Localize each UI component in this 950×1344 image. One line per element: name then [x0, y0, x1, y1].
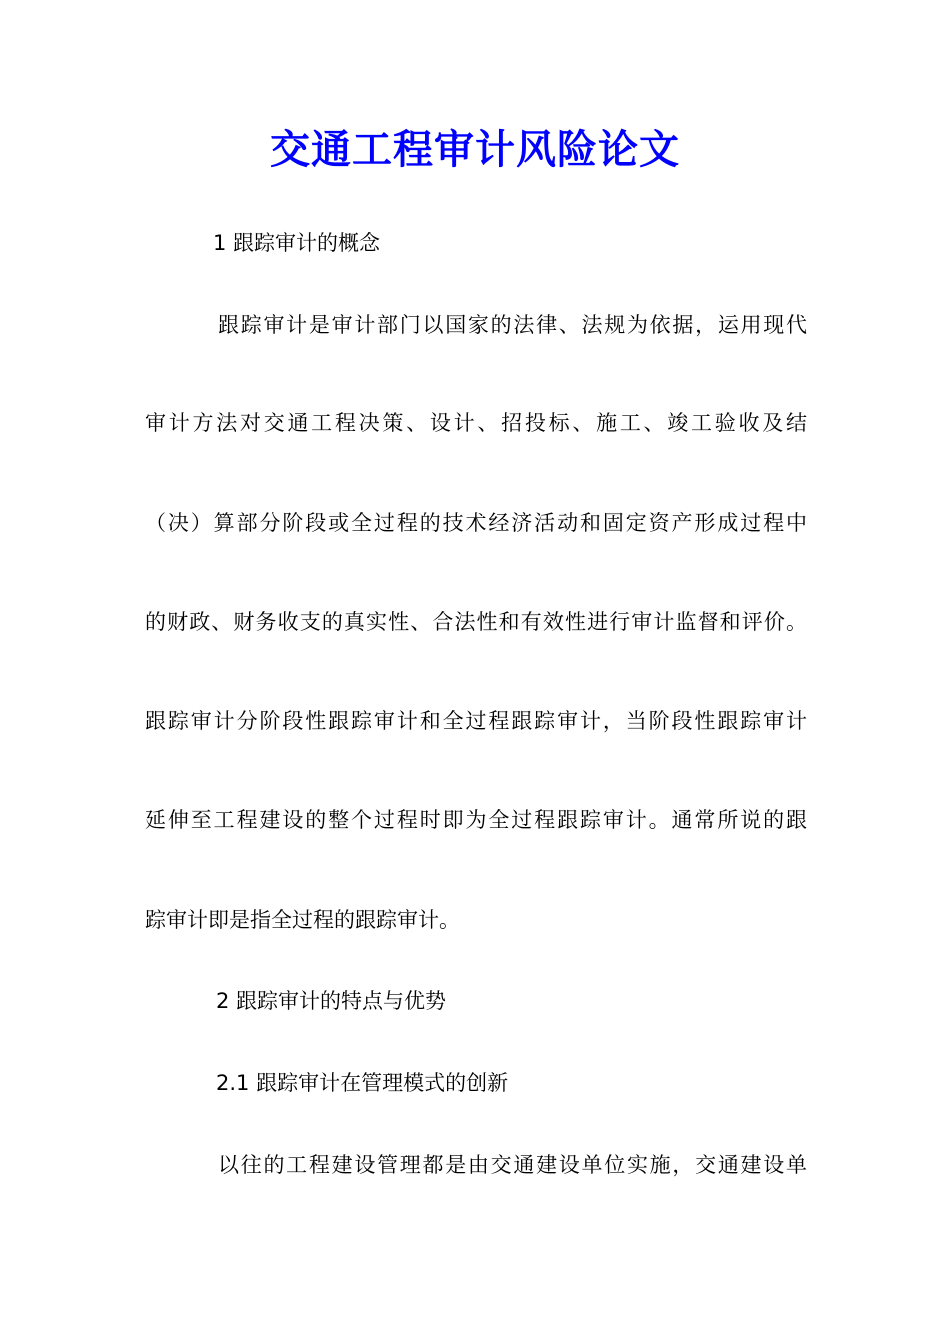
paragraph-line: 跟踪审计是审计部门以国家的法律、法规为依据，运用现代: [218, 313, 807, 337]
paragraph-line: 的财政、财务收支的真实性、合法性和有效性进行审计监督和评价。: [145, 610, 807, 634]
paragraph-line: 以往的工程建设管理都是由交通建设单位实施，交通建设单: [218, 1153, 807, 1177]
section-heading-2: 2 跟踪审计的特点与优势: [216, 989, 447, 1013]
paragraph-line: （决）算部分阶段或全过程的技术经济活动和固定资产形成过程中: [145, 511, 807, 535]
document-title: 交通工程审计风险论文: [270, 126, 680, 173]
paragraph-line: 延伸至工程建设的整个过程时即为全过程跟踪审计。通常所说的跟: [145, 808, 807, 832]
paragraph-line: 跟踪审计分阶段性跟踪审计和全过程跟踪审计，当阶段性跟踪审计: [145, 709, 807, 733]
section-heading-1: 1 跟踪审计的概念: [213, 231, 381, 255]
subsection-heading-2-1: 2.1 跟踪审计在管理模式的创新: [216, 1071, 509, 1095]
paragraph-line: 审计方法对交通工程决策、设计、招投标、施工、竣工验收及结: [145, 411, 807, 435]
paragraph-line: 踪审计即是指全过程的跟踪审计。: [145, 908, 460, 932]
